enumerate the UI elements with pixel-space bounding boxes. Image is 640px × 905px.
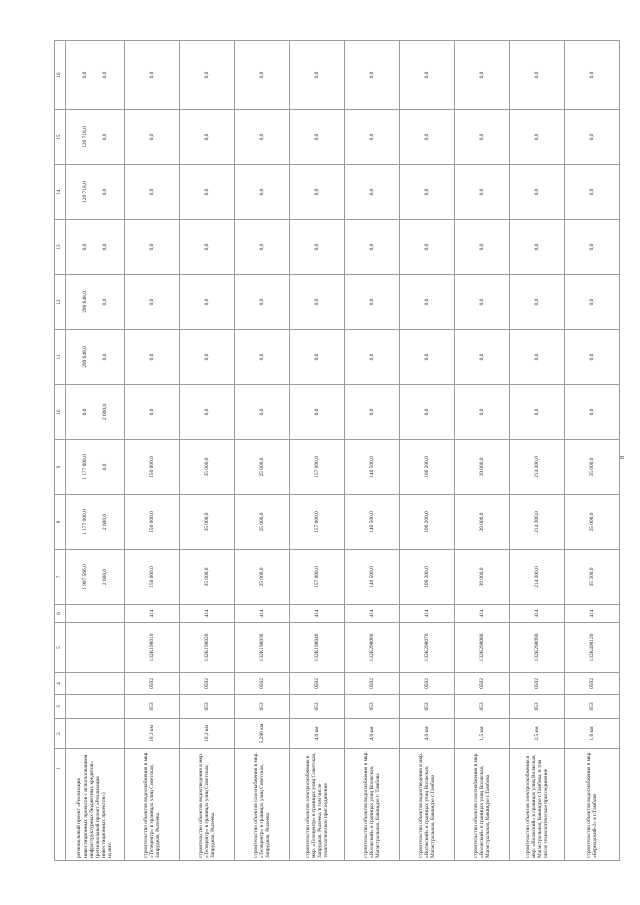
amount-cell: 0,0 bbox=[235, 41, 290, 110]
amount-cell: 0,0 bbox=[290, 41, 345, 110]
table-row bbox=[235, 41, 290, 861]
table-row bbox=[565, 41, 620, 861]
amount-cell: 35 300,0 bbox=[565, 550, 620, 605]
amount-cell: 0,0 bbox=[290, 110, 345, 165]
amount-cell bbox=[66, 440, 125, 495]
amount-cell: 0,0 bbox=[455, 165, 510, 220]
empty-cell bbox=[66, 695, 125, 719]
amount-cell: 0,0 bbox=[180, 385, 235, 440]
length-cell: 1,6 км bbox=[565, 719, 620, 749]
header-cell: 16 bbox=[55, 41, 66, 110]
amount-cell: 0,0 bbox=[400, 385, 455, 440]
header-cell: 12 bbox=[55, 275, 66, 330]
amount-cell: 0,0 bbox=[565, 330, 620, 385]
subtotal-label: из них: bbox=[107, 841, 114, 858]
table-row bbox=[510, 41, 565, 861]
expense-type-code: 414 bbox=[235, 605, 290, 623]
empty-cell bbox=[66, 605, 125, 623]
amount-cell: 0,0 bbox=[345, 41, 400, 110]
amount-cell: 0,0 bbox=[345, 385, 400, 440]
amount-cell: 35 000,0 bbox=[180, 495, 235, 550]
amount-cell: 0,0 bbox=[400, 165, 455, 220]
grbs-code: 053 bbox=[455, 695, 510, 719]
amount: 0,0 bbox=[101, 298, 108, 306]
grbs-code: 053 bbox=[510, 695, 565, 719]
amount-cell: 0,0 bbox=[345, 275, 400, 330]
page-number: 8 bbox=[620, 456, 626, 459]
amount-cell: 0,0 bbox=[510, 385, 565, 440]
amount-cell: 0,0 bbox=[345, 165, 400, 220]
expense-type-code: 414 bbox=[510, 605, 565, 623]
amount-cell: 0,0 bbox=[455, 220, 510, 275]
amount-cell: 35 000,0 bbox=[565, 495, 620, 550]
target-article-code: 132К198010 bbox=[125, 623, 180, 673]
section-code: 0502 bbox=[455, 673, 510, 695]
object-name: строительство объектов электроснабжения в мкр. «Волжский» в границах улиц Волжская, Магистральная, Киквидзе г.Тамбова, в том числе технологическое присоединение bbox=[510, 749, 565, 861]
amount-cell: 0,0 bbox=[125, 220, 180, 275]
amount-cell: 0,0 bbox=[235, 165, 290, 220]
amount: 0,0 bbox=[101, 353, 108, 361]
target-article-code: 132К198040 bbox=[290, 623, 345, 673]
column-number-row bbox=[55, 41, 66, 861]
header-cell: 4 bbox=[55, 673, 66, 695]
amount-cell: 0,0 bbox=[180, 41, 235, 110]
amount-cell: 0,0 bbox=[455, 41, 510, 110]
amount-cell: 0,0 bbox=[235, 220, 290, 275]
length-cell: 5,296 км bbox=[235, 719, 290, 749]
amount: 0,0 bbox=[101, 133, 108, 141]
amount-cell: 0,0 bbox=[125, 41, 180, 110]
grbs-code: 053 bbox=[180, 695, 235, 719]
amount-cell: 150 000,0 bbox=[125, 495, 180, 550]
amount-cell bbox=[66, 41, 125, 110]
amount-cell: 0,0 bbox=[345, 220, 400, 275]
amount-cell: 0,0 bbox=[125, 385, 180, 440]
object-name: строительство объектов газоснабжения в мкр. «Телецентр» в границах улиц Советская, Запрудная, Рылеева bbox=[235, 749, 290, 861]
object-name: строительство объектов водоснабжения в мкр. «Бернадский-2» в г.Тамбове bbox=[565, 749, 620, 861]
target-article-code: 132К298090 bbox=[510, 623, 565, 673]
amount: 0,0 bbox=[81, 71, 88, 79]
section-code: 0502 bbox=[510, 673, 565, 695]
amount-cell: 0,0 bbox=[565, 165, 620, 220]
amount-cell: 0,0 bbox=[235, 385, 290, 440]
object-name: строительство объектов газоснабжения в мкр. «Волжский» в границах улиц Волжская, Магистральная, Киквидзе г.Тамбова bbox=[455, 749, 510, 861]
amount-cell: 157 000,0 bbox=[290, 495, 345, 550]
length-cell: 2,5 км bbox=[510, 719, 565, 749]
empty-cell bbox=[66, 719, 125, 749]
amount-cell: 0,0 bbox=[345, 330, 400, 385]
section-code: 0502 bbox=[345, 673, 400, 695]
length-cell: 4,0 км bbox=[400, 719, 455, 749]
project-name: региональный проект «Реализация инвестиционных проектов с использованием инфраструктурных бюджетных кредитов» (региональный проект «Реализация инвестиционных проектов») bbox=[76, 754, 108, 858]
amount-cell: 0,0 bbox=[400, 41, 455, 110]
grbs-code: 053 bbox=[290, 695, 345, 719]
expense-type-code: 414 bbox=[290, 605, 345, 623]
amount-cell: 25 000,0 bbox=[235, 495, 290, 550]
amount-cell: 0,0 bbox=[290, 330, 345, 385]
amount: 0,0 bbox=[101, 188, 108, 196]
object-name: строительство объектов водоснабжения в мкр. «Телецентр» в границах улиц Советская, Запрудная, Рылеева bbox=[125, 749, 180, 861]
amount-cell: 25 000,0 bbox=[235, 550, 290, 605]
amount-cell: 106 200,0 bbox=[400, 550, 455, 605]
amount-cell: 25 000,0 bbox=[235, 440, 290, 495]
amount: 0,0 bbox=[101, 71, 108, 79]
amount-cell: 0,0 bbox=[510, 41, 565, 110]
amount: 0,0 bbox=[81, 408, 88, 416]
amount-cell: 106 200,0 bbox=[400, 440, 455, 495]
amount-cell: 0,0 bbox=[235, 110, 290, 165]
section-code: 0502 bbox=[125, 673, 180, 695]
amount-cell bbox=[66, 385, 125, 440]
amount-cell: 0,0 bbox=[125, 330, 180, 385]
amount-cell: 0,0 bbox=[125, 110, 180, 165]
section-code: 0502 bbox=[565, 673, 620, 695]
amount: 299 648,0 bbox=[81, 346, 88, 368]
grbs-code: 053 bbox=[400, 695, 455, 719]
empty-cell bbox=[66, 673, 125, 695]
grbs-code: 053 bbox=[125, 695, 180, 719]
amount: 0,0 bbox=[101, 243, 108, 251]
amount-cell: 0,0 bbox=[400, 330, 455, 385]
amount-cell bbox=[66, 275, 125, 330]
amount: 0,0 bbox=[81, 243, 88, 251]
header-cell: 13 bbox=[55, 220, 66, 275]
target-article-code: 132К298070 bbox=[400, 623, 455, 673]
header-cell: 7 bbox=[55, 550, 66, 605]
amount-cell: 0,0 bbox=[235, 330, 290, 385]
amount-cell: 0,0 bbox=[565, 275, 620, 330]
amount: 2 600,0 bbox=[101, 403, 108, 421]
target-article-code: 132К198030 bbox=[235, 623, 290, 673]
amount-cell bbox=[66, 110, 125, 165]
header-cell: 14 bbox=[55, 165, 66, 220]
amount-cell: 0,0 bbox=[125, 165, 180, 220]
table-row bbox=[455, 41, 510, 861]
table-row bbox=[125, 41, 180, 861]
table-row bbox=[345, 41, 400, 861]
amount-cell: 150 000,0 bbox=[125, 550, 180, 605]
header-cell: 1 bbox=[55, 749, 66, 861]
amount: 2 600,0 bbox=[101, 513, 108, 531]
amount-cell: 0,0 bbox=[400, 110, 455, 165]
amount: 299 648,0 bbox=[81, 291, 88, 313]
expense-type-code: 414 bbox=[455, 605, 510, 623]
length-cell: 1,5 км bbox=[455, 719, 510, 749]
header-cell: 15 bbox=[55, 110, 66, 165]
amount-cell: 0,0 bbox=[290, 385, 345, 440]
length-cell: 4,0 км bbox=[345, 719, 400, 749]
amount-cell: 35 000,0 bbox=[180, 440, 235, 495]
amount-cell: 0,0 bbox=[565, 110, 620, 165]
amount-cell bbox=[66, 165, 125, 220]
amount: 1 177 000,0 bbox=[81, 454, 88, 480]
amount-cell: 157 000,0 bbox=[290, 550, 345, 605]
amount-cell: 0,0 bbox=[455, 385, 510, 440]
grbs-code: 053 bbox=[235, 695, 290, 719]
amount-cell: 0,0 bbox=[510, 165, 565, 220]
regional-project-row bbox=[66, 41, 125, 861]
expense-type-code: 414 bbox=[125, 605, 180, 623]
object-name: строительство объектов электроснабжения в мкр. «Телецентр» в границах улиц Советская, Запрудная, Рылеева, в том числе технологическое присоединение bbox=[290, 749, 345, 861]
amount: 120 718,0 bbox=[81, 126, 88, 148]
amount-cell: 0,0 bbox=[180, 165, 235, 220]
object-name: строительство объектов водоснабжения в мкр. «Волжский» в границах улиц Волжская, Магистральная, Киквидзе г. Тамбова bbox=[345, 749, 400, 861]
table-row bbox=[180, 41, 235, 861]
header-cell: 10 bbox=[55, 385, 66, 440]
amount-cell: 39 000,0 bbox=[455, 550, 510, 605]
amount-cell: 106 200,0 bbox=[400, 495, 455, 550]
amount-cell bbox=[66, 220, 125, 275]
amount-cell: 0,0 bbox=[400, 275, 455, 330]
amount-cell: 214 300,0 bbox=[510, 495, 565, 550]
amount-cell: 35 000,0 bbox=[565, 440, 620, 495]
target-article-code: 132К298060 bbox=[345, 623, 400, 673]
amount-cell: 0,0 bbox=[400, 220, 455, 275]
amount-cell: 157 000,0 bbox=[290, 440, 345, 495]
amount-cell bbox=[66, 550, 125, 605]
amount-cell: 0,0 bbox=[455, 110, 510, 165]
amount-cell: 0,0 bbox=[180, 220, 235, 275]
amount-cell: 0,0 bbox=[510, 275, 565, 330]
amount: 1 997 566,0 bbox=[81, 564, 88, 590]
object-name: строительство объектов водоотведения в мкр. «Волжский» в границах улиц Волжская, Магистральная, Киквидзе г.Тамбова bbox=[400, 749, 455, 861]
grbs-code: 053 bbox=[565, 695, 620, 719]
amount-cell: 0,0 bbox=[455, 275, 510, 330]
amount-cell: 0,0 bbox=[565, 385, 620, 440]
expense-type-code: 414 bbox=[565, 605, 620, 623]
grbs-code: 053 bbox=[345, 695, 400, 719]
amount-cell: 0,0 bbox=[125, 275, 180, 330]
amount-cell: 0,0 bbox=[290, 275, 345, 330]
amount-cell: 150 000,0 bbox=[125, 440, 180, 495]
header-cell: 2 bbox=[55, 719, 66, 749]
target-article-code: 132К498120 bbox=[565, 623, 620, 673]
header-cell: 11 bbox=[55, 330, 66, 385]
section-code: 0502 bbox=[180, 673, 235, 695]
length-cell: 4,0 км bbox=[290, 719, 345, 749]
project-name-cell bbox=[66, 749, 125, 861]
amount-cell: 39 000,0 bbox=[455, 495, 510, 550]
length-cell: 10,3 км bbox=[125, 719, 180, 749]
amount-cell bbox=[66, 330, 125, 385]
amount-cell: 0,0 bbox=[565, 220, 620, 275]
section-code: 0502 bbox=[290, 673, 345, 695]
amount-cell: 0,0 bbox=[180, 275, 235, 330]
length-cell: 10,3 км bbox=[180, 719, 235, 749]
amount: 2 600,0 bbox=[101, 568, 108, 586]
budget-table bbox=[54, 40, 620, 861]
expense-type-code: 414 bbox=[345, 605, 400, 623]
table-row bbox=[400, 41, 455, 861]
amount-cell: 0,0 bbox=[180, 110, 235, 165]
amount-cell: 0,0 bbox=[180, 330, 235, 385]
amount-cell bbox=[66, 495, 125, 550]
amount-cell: 0,0 bbox=[510, 220, 565, 275]
header-cell: 8 bbox=[55, 495, 66, 550]
header-cell: 9 bbox=[55, 440, 66, 495]
amount: 120 718,0 bbox=[81, 181, 88, 203]
amount-cell: 214 300,0 bbox=[510, 440, 565, 495]
table-row bbox=[290, 41, 345, 861]
header-cell: 5 bbox=[55, 623, 66, 673]
amount-cell: 140 500,0 bbox=[345, 495, 400, 550]
expense-type-code: 414 bbox=[400, 605, 455, 623]
amount-cell: 140 500,0 bbox=[345, 550, 400, 605]
amount-cell: 0,0 bbox=[565, 41, 620, 110]
target-article-code: 132К298080 bbox=[455, 623, 510, 673]
amount-cell: 140 500,0 bbox=[345, 440, 400, 495]
amount: 1 177 000,0 bbox=[81, 509, 88, 535]
amount-cell: 0,0 bbox=[290, 165, 345, 220]
amount-cell: 0,0 bbox=[455, 330, 510, 385]
amount-cell: 0,0 bbox=[235, 275, 290, 330]
amount-cell: 0,0 bbox=[510, 330, 565, 385]
expense-type-code: 414 bbox=[180, 605, 235, 623]
header-cell: 3 bbox=[55, 695, 66, 719]
amount-cell: 214 300,0 bbox=[510, 550, 565, 605]
section-code: 0502 bbox=[235, 673, 290, 695]
amount-cell: 0,0 bbox=[510, 110, 565, 165]
section-code: 0502 bbox=[400, 673, 455, 695]
object-name: строительство объектов водоотведения в мкр. «Телецентр» в границах улиц Советская, Запрудная, Рылеева bbox=[180, 749, 235, 861]
target-article-code: 132К198020 bbox=[180, 623, 235, 673]
amount-cell: 39 000,0 bbox=[455, 440, 510, 495]
amount-cell: 35 000,0 bbox=[180, 550, 235, 605]
amount-cell: 0,0 bbox=[290, 220, 345, 275]
empty-cell bbox=[66, 623, 125, 673]
header-cell: 6 bbox=[55, 605, 66, 623]
amount-cell: 0,0 bbox=[345, 110, 400, 165]
amount: 0,0 bbox=[101, 463, 108, 471]
